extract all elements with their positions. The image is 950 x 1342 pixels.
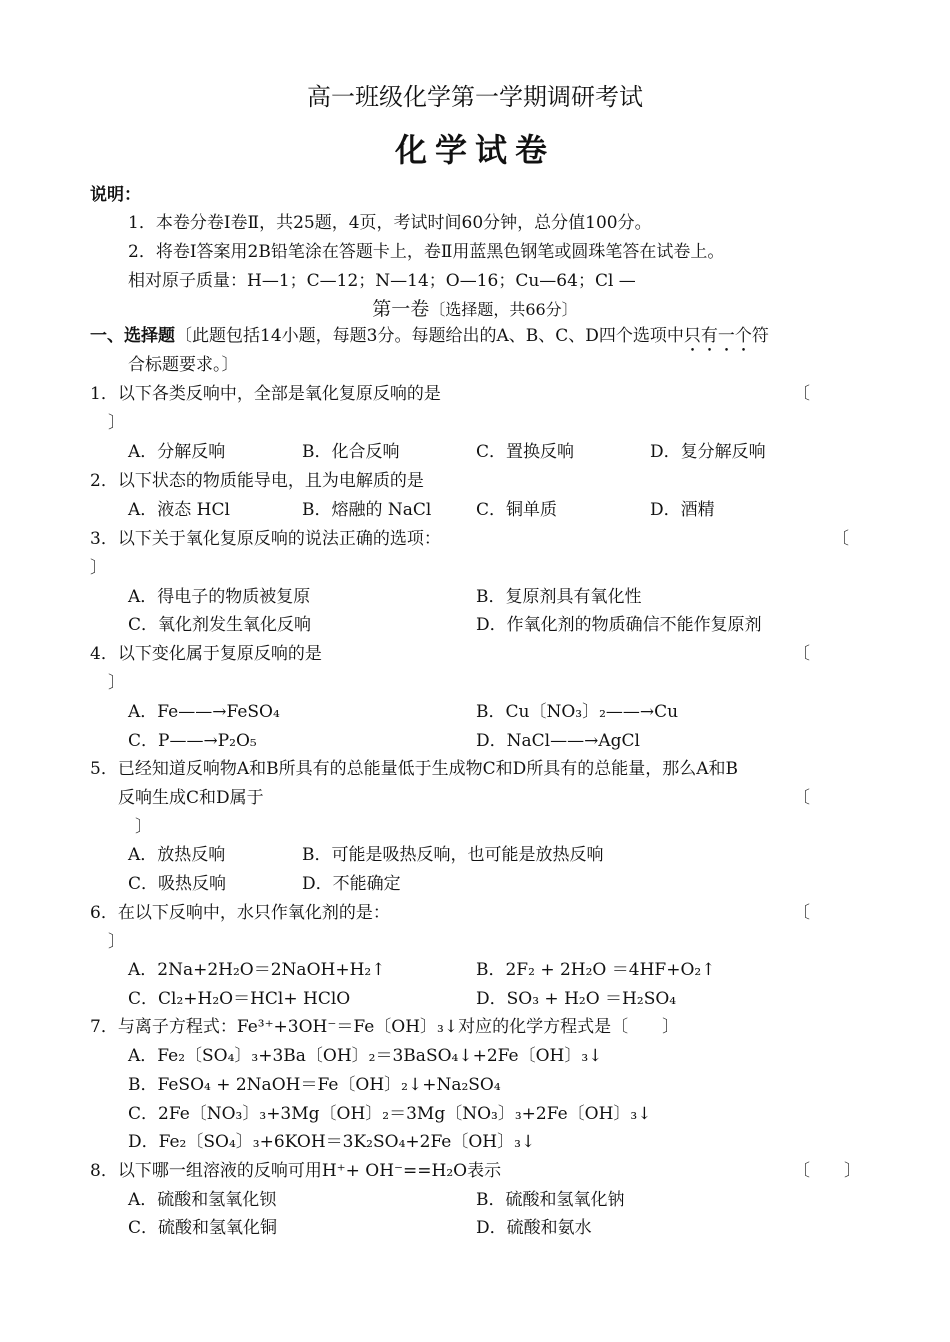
option-a: A．Fe₂〔SO₄〕₃+3Ba〔OH〕₂＝3BaSO₄↓+2Fe〔OH〕₃↓ <box>128 1046 603 1066</box>
option-a: A．放热反响 <box>128 845 226 865</box>
question-stem: 已经知道反响物A和B所具有的总能量低于生成物C和D所具有的总能量，那么A和B <box>117 759 739 779</box>
question-1 <box>90 383 441 405</box>
notes-label: 说明： <box>90 185 141 205</box>
option-b: B．Cu〔NO₃〕₂——→Cu <box>476 702 679 722</box>
question-number: 5． <box>90 759 118 779</box>
section-desc: 〔此题包括14小题，每题3分。每题给出的A、B、C、D四个选项中 <box>175 326 684 346</box>
answer-paren-open: 〔 <box>832 529 849 549</box>
answer-paren-close: 〕 <box>90 558 107 578</box>
section-instructions <box>90 325 769 356</box>
option-c: C．Cl₂+H₂O＝HCl+ HClO <box>128 989 351 1009</box>
answer-paren-open: 〔 <box>793 903 810 923</box>
option-c: C．吸热反响 <box>128 874 227 894</box>
option-c: C．硫酸和氢氧化铜 <box>128 1218 278 1238</box>
option-b: B．复原剂具有氧化性 <box>476 587 642 607</box>
option-a: A．得电子的物质被复原 <box>128 587 311 607</box>
option-c: C．2Fe〔NO₃〕₃+3Mg〔OH〕₂＝3Mg〔NO₃〕₃+2Fe〔OH〕₃↓ <box>128 1104 652 1124</box>
question-5 <box>90 758 738 780</box>
question-number: 8． <box>90 1161 118 1181</box>
option-b: B．2F₂ + 2H₂O ＝4HF+O₂↑ <box>476 960 716 980</box>
question-stem: 在以下反响中，水只作氧化剂的是： <box>117 903 390 923</box>
option-a: A．硫酸和氢氧化钡 <box>128 1190 277 1210</box>
section-desc-end: 符 <box>751 326 769 346</box>
option-b: B．FeSO₄ + 2NaOH＝Fe〔OH〕₂↓+Na₂SO₄ <box>128 1075 501 1095</box>
question-number: 1． <box>90 384 118 404</box>
option-b: B．熔融的 NaCl <box>302 500 432 520</box>
note-item-2: 2．将卷Ⅰ答案用2B铅笔涂在答题卡上，卷Ⅱ用蓝黑色钢笔或圆珠笔答在试卷上。 <box>128 242 725 262</box>
option-c: C．P——→P₂O₅ <box>128 731 257 751</box>
note-item-1: 1．本卷分卷Ⅰ卷Ⅱ，共25题，4页，考试时间60分钟，总分值100分。 <box>128 213 652 233</box>
answer-paren-open: 〔 <box>793 788 810 808</box>
volume-title: 第一卷 <box>372 298 430 320</box>
option-d: D．不能确定 <box>302 874 401 894</box>
answer-paren-close: 〕 <box>108 932 125 952</box>
section-label: 一、选择题 <box>90 326 175 346</box>
question-7 <box>90 1016 679 1038</box>
question-stem: 以下变化属于复原反响的是 <box>117 644 322 664</box>
option-a: A．分解反响 <box>128 442 226 462</box>
question-number: 7． <box>90 1017 118 1037</box>
section-desc-line2: 合标题要求。〕 <box>128 355 239 375</box>
section-emphasis: 只有一个 <box>683 326 752 346</box>
question-stem-line2: 反响生成C和D属于 <box>118 788 264 808</box>
question-number: 6． <box>90 903 118 923</box>
option-d: D．SO₃ + H₂O ＝H₂SO₄ <box>476 989 677 1009</box>
option-d: D．NaCl——→AgCl <box>476 731 640 751</box>
atomic-mass-note: 相对原子质量：H—1；C—12；N—14；O—16；Cu—64；Cl — <box>128 271 636 291</box>
answer-paren-close: 〕 <box>135 817 152 837</box>
question-stem: 与离子方程式：Fe³⁺+3OH⁻＝Fe〔OH〕₃↓对应的化学方程式是〔 〕 <box>117 1017 680 1037</box>
paper-title: 化学试卷 <box>394 131 555 169</box>
option-b: B．化合反响 <box>302 442 400 462</box>
question-stem: 以下状态的物质能导电，且为电解质的是 <box>117 471 424 491</box>
option-b: B．可能是吸热反响，也可能是放热反响 <box>302 845 604 865</box>
question-3 <box>90 528 441 550</box>
question-number: 2． <box>90 471 118 491</box>
volume-heading <box>0 297 950 322</box>
volume-note: 〔选择题，共66分〕 <box>429 300 578 319</box>
answer-paren: 〔 〕 <box>793 1161 861 1181</box>
exam-title: 高一班级化学第一学期调研考试 <box>307 83 643 111</box>
option-d: D．作氧化剂的物质确信不能作复原剂 <box>476 615 762 635</box>
option-a: A．2Na+2H₂O＝2NaOH+H₂↑ <box>128 960 386 980</box>
option-d: D．Fe₂〔SO₄〕₃+6KOH＝3K₂SO₄+2Fe〔OH〕₃↓ <box>128 1132 536 1152</box>
answer-paren-close: 〕 <box>108 673 125 693</box>
question-stem: 以下哪一组溶液的反响可用H⁺+ OH⁻==H₂O表示 <box>117 1161 502 1181</box>
question-number: 4． <box>90 644 118 664</box>
question-4 <box>90 643 322 665</box>
option-b: B．硫酸和氢氧化钠 <box>476 1190 625 1210</box>
option-c: C．铜单质 <box>476 500 558 520</box>
question-8 <box>90 1160 501 1182</box>
question-stem: 以下关于氧化复原反响的说法正确的选项： <box>117 529 441 549</box>
answer-paren-open: 〔 <box>793 644 810 664</box>
option-a: A．液态 HCl <box>128 500 230 520</box>
question-6 <box>90 902 390 924</box>
option-d: D．酒精 <box>650 500 715 520</box>
answer-paren-close: 〕 <box>108 413 125 433</box>
option-c: C．氧化剂发生氧化反响 <box>128 615 312 635</box>
question-number: 3． <box>90 529 118 549</box>
option-d: D．复分解反响 <box>650 442 766 462</box>
question-stem: 以下各类反响中，全部是氧化复原反响的是 <box>117 384 441 404</box>
answer-paren-open: 〔 <box>793 384 810 404</box>
option-d: D．硫酸和氨水 <box>476 1218 592 1238</box>
question-2 <box>90 470 424 492</box>
option-c: C．置换反响 <box>476 442 575 462</box>
option-a: A．Fe——→FeSO₄ <box>128 702 280 722</box>
